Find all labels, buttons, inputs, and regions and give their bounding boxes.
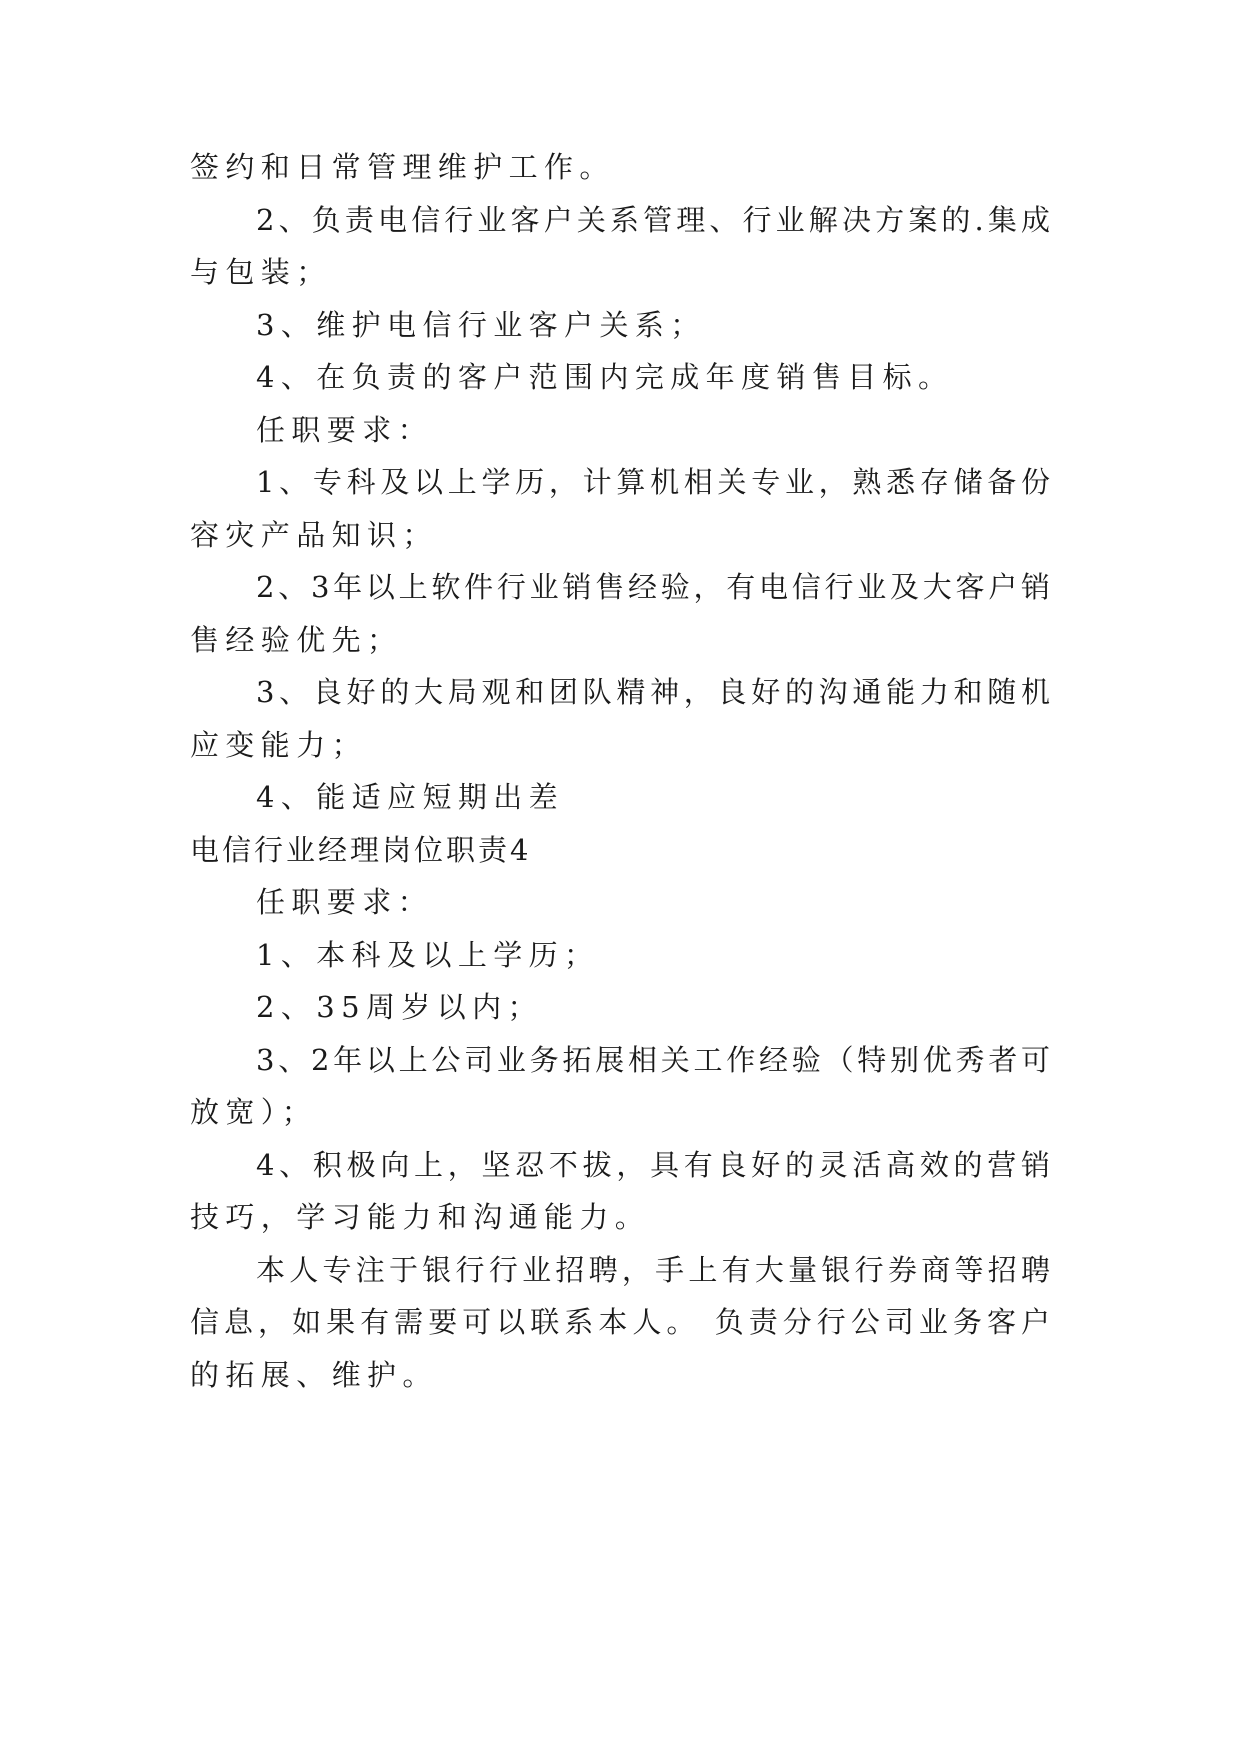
text-line: 2、负责电信行业客户关系管理、行业解决方案的.集成 xyxy=(256,203,1050,237)
text-line: 容灾产品知识； xyxy=(190,518,438,552)
text-line: 技巧，学习能力和沟通能力。 xyxy=(190,1200,651,1234)
text-line: 3、维护电信行业客户关系； xyxy=(256,308,706,342)
text-line: 3、2年以上公司业务拓展相关工作经验（特别优秀者可 xyxy=(256,1043,1050,1077)
text-line: 4、能适应短期出差 xyxy=(256,780,565,814)
text-line: 4、积极向上，坚忍不拔，具有良好的灵活高效的营销 xyxy=(256,1148,1050,1182)
text-line: 1、专科及以上学历，计算机相关专业，熟悉存储备份 xyxy=(256,465,1050,499)
text-line: 应变能力； xyxy=(190,728,368,762)
text-line: 放宽）； xyxy=(190,1095,318,1129)
text-line: 的拓展、维护。 xyxy=(190,1358,438,1392)
text-line: 任职要求： xyxy=(256,885,434,919)
text-line: 售经验优先； xyxy=(190,623,403,657)
text-line: 签约和日常管理维护工作。 xyxy=(190,150,615,184)
text-line: 与包装； xyxy=(190,255,332,289)
text-line: 4、在负责的客户范围内完成年度销售目标。 xyxy=(256,360,954,394)
section-heading: 电信行业经理岗位职责4 xyxy=(190,833,532,867)
text-line: 本人专注于银行行业招聘，手上有大量银行券商等招聘 xyxy=(256,1253,1050,1287)
text-line: 任职要求： xyxy=(256,413,434,447)
text-line: 2、35周岁以内； xyxy=(256,990,543,1024)
text-line: 1、本科及以上学历； xyxy=(256,938,600,972)
text-line: 信息，如果有需要可以联系本人。 负责分行公司业务客户 xyxy=(190,1305,1050,1339)
text-line: 3、良好的大局观和团队精神，良好的沟通能力和随机 xyxy=(256,675,1050,709)
text-line: 2、3年以上软件行业销售经验，有电信行业及大客户销 xyxy=(256,570,1050,604)
